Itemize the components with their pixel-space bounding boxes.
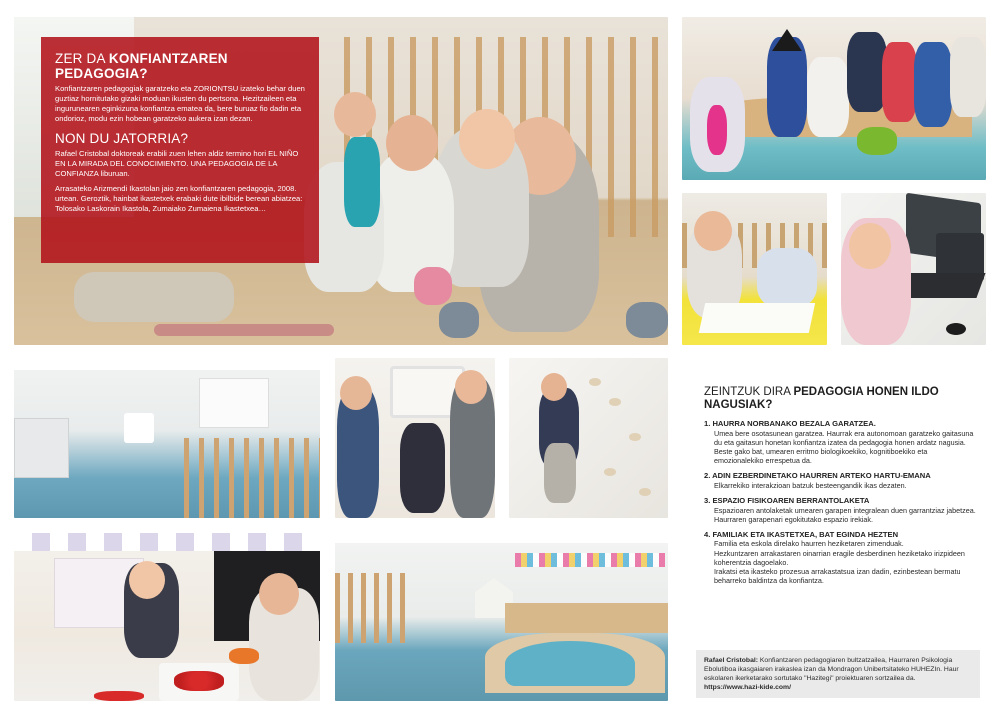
photo-play-hall bbox=[335, 533, 668, 701]
intro-paragraph-3: Arrasateko Arizmendi Ikastolan jaio zen konfiantzaren pedagogia, 2008. urtean. Geroztik, hainbat ikastetxek erabaki dute ibilbide berean abiatzea: Tolosako Laskorain Ikastola, Zumaiako Zumaiena Ikastetxea… bbox=[55, 184, 303, 213]
intro-paragraph-1: Konfiantzaren pedagogiak garatzeko eta ZORIONTSU izateko behar duen guztiaz hornitutako gizaki moduan ikusten du pertsona. Hezitzaileen eta ingurunearen eginkizuna konfiantza ematea da, bere buruaz fio dadin eta ondorioz, modu ezin hobean garatzeko aukera izan dezan. bbox=[55, 84, 305, 123]
witch-costume bbox=[767, 37, 807, 137]
climbing-hold bbox=[629, 433, 641, 441]
child-figure bbox=[914, 42, 952, 127]
child-legs bbox=[74, 272, 234, 322]
principles-title: ZEINTZUK DIRA PEDAGOGIA HONEN ILDO NAGUSIAK? bbox=[704, 386, 939, 411]
child-face bbox=[459, 109, 515, 169]
child-face bbox=[849, 223, 891, 269]
credit-text: Konfiantzaren pedagogiaren bultzatzailea, Haurraren Psikologia Ebolutiboa ikasgaiaren irakaslea izan da Mondragon Unibertsitateko HUHEZIn. Haur eskolaren ikerketarako sortutako "Hazitegi" proiektuaren sortzailea da. bbox=[704, 657, 959, 682]
intro-question-1: ZER DA KONFIANTZAREN PEDAGOGIA? bbox=[55, 51, 228, 81]
child-figure bbox=[807, 57, 849, 137]
principle-item bbox=[704, 530, 976, 586]
tomatoes bbox=[174, 671, 224, 691]
child-face bbox=[334, 92, 376, 137]
principles-section bbox=[704, 386, 976, 591]
peppers bbox=[94, 691, 144, 701]
child-face bbox=[386, 115, 438, 171]
counter bbox=[124, 413, 154, 443]
principle-text: Familia eta eskola direlako haurren heziketaren zimenduak. Hezkuntzaren arrakastaren oinarrian eragile desberdinen heziketako irizpideen koherentzia dagoelako. Irakatsi eta ikasteko prozesua arrakastatsua izan dadin, ezinbestean bermatu beharreko baldintza da konfiantza. bbox=[714, 539, 965, 586]
climbing-hold bbox=[639, 488, 651, 496]
photo-mirror-play bbox=[335, 358, 495, 518]
grey-sock bbox=[439, 302, 479, 338]
child-figure bbox=[882, 42, 917, 122]
child-legs bbox=[544, 443, 576, 503]
bunting bbox=[515, 553, 665, 567]
photo-children-drawing bbox=[682, 193, 827, 345]
intro-info-panel bbox=[41, 37, 319, 263]
child-face bbox=[694, 211, 732, 251]
carrots bbox=[229, 648, 259, 664]
intro-paragraph-2: Rafael Cristobal doktoreak erabili zuen lehen aldiz termino hori EL NIÑO EN LA MIRADA DEL CONOCIMIENTO. UNA PEDAGOGIA DE LA CONFIANZA liburuan. bbox=[55, 149, 299, 178]
wooden-shelf bbox=[505, 603, 668, 633]
awning bbox=[14, 533, 320, 551]
credit-name: Rafael Cristobal: bbox=[704, 657, 759, 664]
child-figure bbox=[847, 32, 887, 112]
grey-sock bbox=[626, 302, 668, 338]
child-face bbox=[455, 370, 487, 404]
principles-list bbox=[704, 419, 976, 585]
climbing-hold bbox=[604, 468, 616, 476]
child-figure bbox=[950, 37, 986, 117]
principle-heading: 3. ESPAZIO FISIKOAREN BERRANTOLAKETA bbox=[704, 496, 870, 506]
principle-heading: 4. FAMILIAK ETA IKASTETXEA, BAT EGINDA HEZTEN bbox=[704, 529, 899, 539]
blue-platform bbox=[505, 641, 635, 686]
drawing-paper bbox=[699, 303, 815, 333]
cabinet bbox=[14, 418, 69, 478]
principle-item bbox=[704, 496, 976, 524]
credit-box bbox=[696, 650, 980, 698]
child-figure bbox=[344, 137, 380, 227]
toy-bag bbox=[857, 127, 897, 155]
wooden-railing bbox=[335, 573, 405, 643]
ceiling bbox=[14, 358, 320, 370]
principle-item bbox=[704, 419, 976, 465]
intro-question-2: NON DU JATORRIA? bbox=[55, 131, 189, 146]
child-face bbox=[129, 561, 165, 599]
child-face bbox=[259, 573, 299, 615]
computer-mouse bbox=[946, 323, 966, 335]
projector-screen bbox=[199, 378, 269, 428]
pink-sock bbox=[414, 267, 452, 305]
principle-heading: 2. ADIN EZBERDINETAKO HAURREN ARTEKO HARTU-EMANA bbox=[704, 471, 931, 481]
wooden-railing bbox=[184, 438, 320, 518]
ceiling bbox=[335, 533, 668, 543]
principle-text: Elkarrekiko interakzioan batzuk besteengandik ikas dezaten. bbox=[714, 480, 907, 490]
credit-url[interactable]: https://www.hazi-kide.com/ bbox=[704, 684, 791, 691]
principle-heading: 1. HAURRA NORBANAKO BEZALA GARATZEA. bbox=[704, 419, 876, 428]
principle-text: Umea bere osotasunean garatzea. Haurrak era autonomoan garatzeko gaitasuna du eta gaitasun honetan konfiantza izatea da pedagogia honen ardatz nagusia. Beste gako bat, umearen erritmo biologikoekiko, kognitiboekiko eta emozionalekiko errespetua da. bbox=[714, 428, 974, 466]
photo-costumed-children bbox=[682, 17, 986, 180]
photo-market-play bbox=[14, 533, 320, 701]
puppet-toy bbox=[707, 105, 727, 155]
photo-school-corridor bbox=[14, 358, 320, 518]
climbing-hold bbox=[609, 398, 621, 406]
photo-children-computer bbox=[841, 193, 986, 345]
child-figure bbox=[400, 423, 445, 513]
photo-climbing-wall bbox=[509, 358, 668, 518]
child-figure bbox=[757, 248, 817, 308]
principle-text: Espazioaren antolaketak umearen garapen integralean duen garrantziaz jabetzea. Haurraren garapenari egokitutako espazio irekiak. bbox=[714, 505, 976, 524]
climbing-hold bbox=[589, 378, 601, 386]
principle-item bbox=[704, 471, 976, 490]
keyboard bbox=[901, 273, 985, 298]
child-face bbox=[541, 373, 567, 401]
child-face bbox=[340, 376, 372, 410]
floor-mat bbox=[154, 324, 334, 336]
